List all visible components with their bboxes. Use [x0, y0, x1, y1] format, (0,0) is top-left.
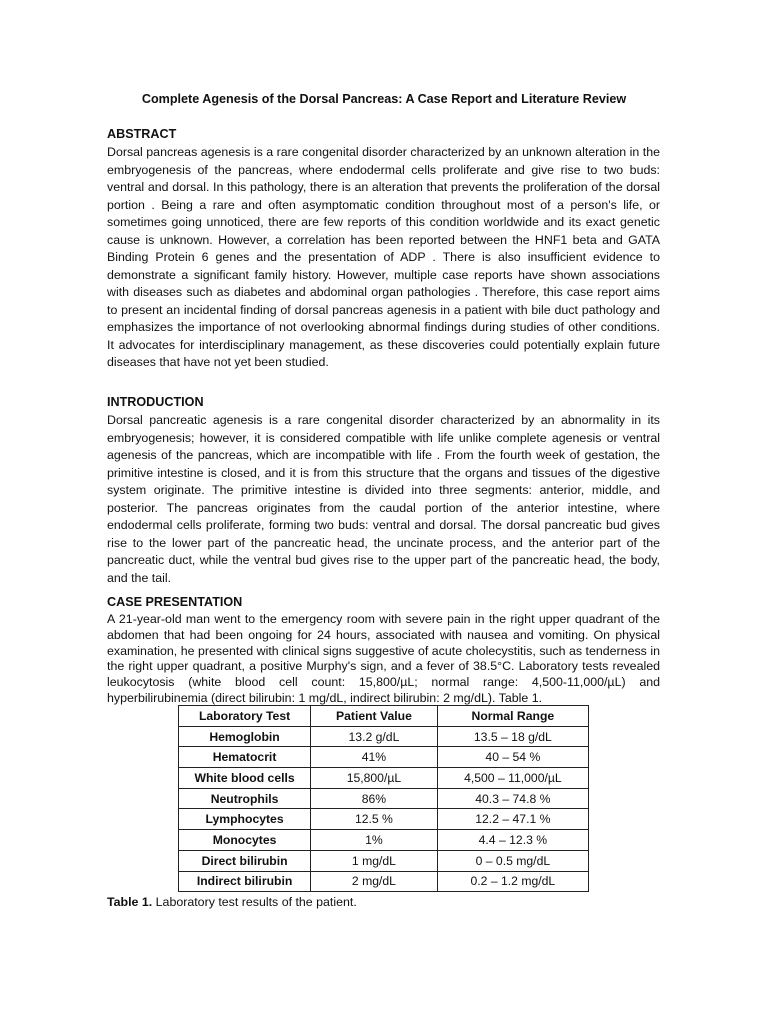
cell-normal-range: 13.5 – 18 g/dL — [437, 726, 588, 747]
cell-test-name: Hemoglobin — [179, 726, 311, 747]
paper-title: Complete Agenesis of the Dorsal Pancreas: A Case Report and Literature Review — [141, 92, 627, 106]
table-caption-text: Laboratory test results of the patient. — [152, 895, 357, 909]
cell-normal-range: 40 – 54 % — [437, 747, 588, 768]
case-presentation-heading: CASE PRESENTATION — [107, 595, 243, 609]
cell-test-name: Direct bilirubin — [179, 850, 311, 871]
introduction-heading: INTRODUCTION — [107, 395, 204, 409]
cell-test-name: White blood cells — [179, 768, 311, 789]
cell-normal-range: 0 – 0.5 mg/dL — [437, 850, 588, 871]
table-row — [179, 747, 589, 768]
cell-test-name: Neutrophils — [179, 788, 311, 809]
case-presentation-text: A 21-year-old man went to the emergency room with severe pain in the right upper quadrant of the abdomen that had been ongoing for 24 hours, associated with nausea and vomiting. On physical examination, he presented with clinical signs suggestive of acute cholecystitis, such as tenderness in the right upper quadrant, a positive Murphy's sign, and a fever of 38.5°C. Laboratory tests revealed leukocytosis (white blood cell count: 15,800/µL; normal range: 4,500-11,000/µL) and hyperbilirubinemia (direct bilirubin: 1 mg/dL, indirect bilirubin: 2 mg/dL). Table 1. — [107, 612, 660, 705]
cell-normal-range: 4,500 – 11,000/µL — [437, 768, 588, 789]
cell-patient-value: 86% — [311, 788, 438, 809]
table-caption — [107, 895, 357, 909]
table-row — [179, 830, 589, 851]
cell-patient-value: 12.5 % — [311, 809, 438, 830]
table-header-row — [179, 706, 589, 727]
cell-patient-value: 15,800/µL — [311, 768, 438, 789]
cell-patient-value: 1% — [311, 830, 438, 851]
table-caption-label: Table 1. — [107, 895, 153, 909]
column-header-test: Laboratory Test — [179, 706, 311, 727]
column-header-range: Normal Range — [437, 706, 588, 727]
cell-test-name: Hematocrit — [179, 747, 311, 768]
cell-normal-range: 4.4 – 12.3 % — [437, 830, 588, 851]
cell-normal-range: 12.2 – 47.1 % — [437, 809, 588, 830]
cell-patient-value: 13.2 g/dL — [311, 726, 438, 747]
table-row — [179, 871, 589, 892]
lab-results-table — [178, 705, 589, 892]
abstract-text: Dorsal pancreas agenesis is a rare congenital disorder characterized by an unknown alteration in the embryogenesis of the pancreas, where endodermal cells proliferate and give rise to two buds: ventral and dorsal. In this pathology, there is an alteration that prevents the proliferation of the dorsal portion . Being a rare and often asymptomatic condition throughout most of a person's life, or sometimes going unnoticed, there are few reports of this condition worldwide and its exact genetic cause is unknown. However, a correlation has been reported between the HNF1 beta and GATA Binding Protein 6 genes and the presentation of ADP . There is also insufficient evidence to demonstrate a significant family history. However, multiple case reports have shown associations with diseases such as diabetes and abdominal organ pathologies . Therefore, this case report aims to present an incidental finding of dorsal pancreas agenesis in a patient with bile duct pathology and emphasizes the importance of not overlooking abnormal findings during studies of other conditions. It advocates for interdisciplinary management, as these discoveries could potentially explain future diseases that have not yet been studied. — [107, 145, 660, 369]
cell-test-name: Lymphocytes — [179, 809, 311, 830]
column-header-value: Patient Value — [311, 706, 438, 727]
table-row — [179, 809, 589, 830]
abstract-heading: ABSTRACT — [107, 127, 177, 141]
cell-normal-range: 0.2 – 1.2 mg/dL — [437, 871, 588, 892]
table-row — [179, 850, 589, 871]
cell-patient-value: 41% — [311, 747, 438, 768]
cell-test-name: Monocytes — [179, 830, 311, 851]
cell-normal-range: 40.3 – 74.8 % — [437, 788, 588, 809]
table-row — [179, 788, 589, 809]
table-row — [179, 768, 589, 789]
cell-test-name: Indirect bilirubin — [179, 871, 311, 892]
cell-patient-value: 2 mg/dL — [311, 871, 438, 892]
introduction-text: Dorsal pancreatic agenesis is a rare congenital disorder characterized by an abnormality in its embryogenesis; however, it is considered compatible with life unlike complete agenesis or ventral agenesis of the pancreas, which are incompatible with life . From the fourth week of gestation, the primitive intestine is closed, and it is from this structure that the organs and tissues of the digestive system originate. The primitive intestine is divided into three segments: anterior, middle, and posterior. The pancreas originates from the caudal portion of the anterior intestine, where endodermal cells proliferate, forming two buds: ventral and dorsal. The dorsal pancreatic bud gives rise to the lower part of the pancreatic head, the uncinate process, and the anterior part of the pancreatic duct, while the ventral bud gives rise to the upper part of the pancreatic head, the body, and the tail. — [107, 413, 660, 585]
cell-patient-value: 1 mg/dL — [311, 850, 438, 871]
table-row — [179, 726, 589, 747]
